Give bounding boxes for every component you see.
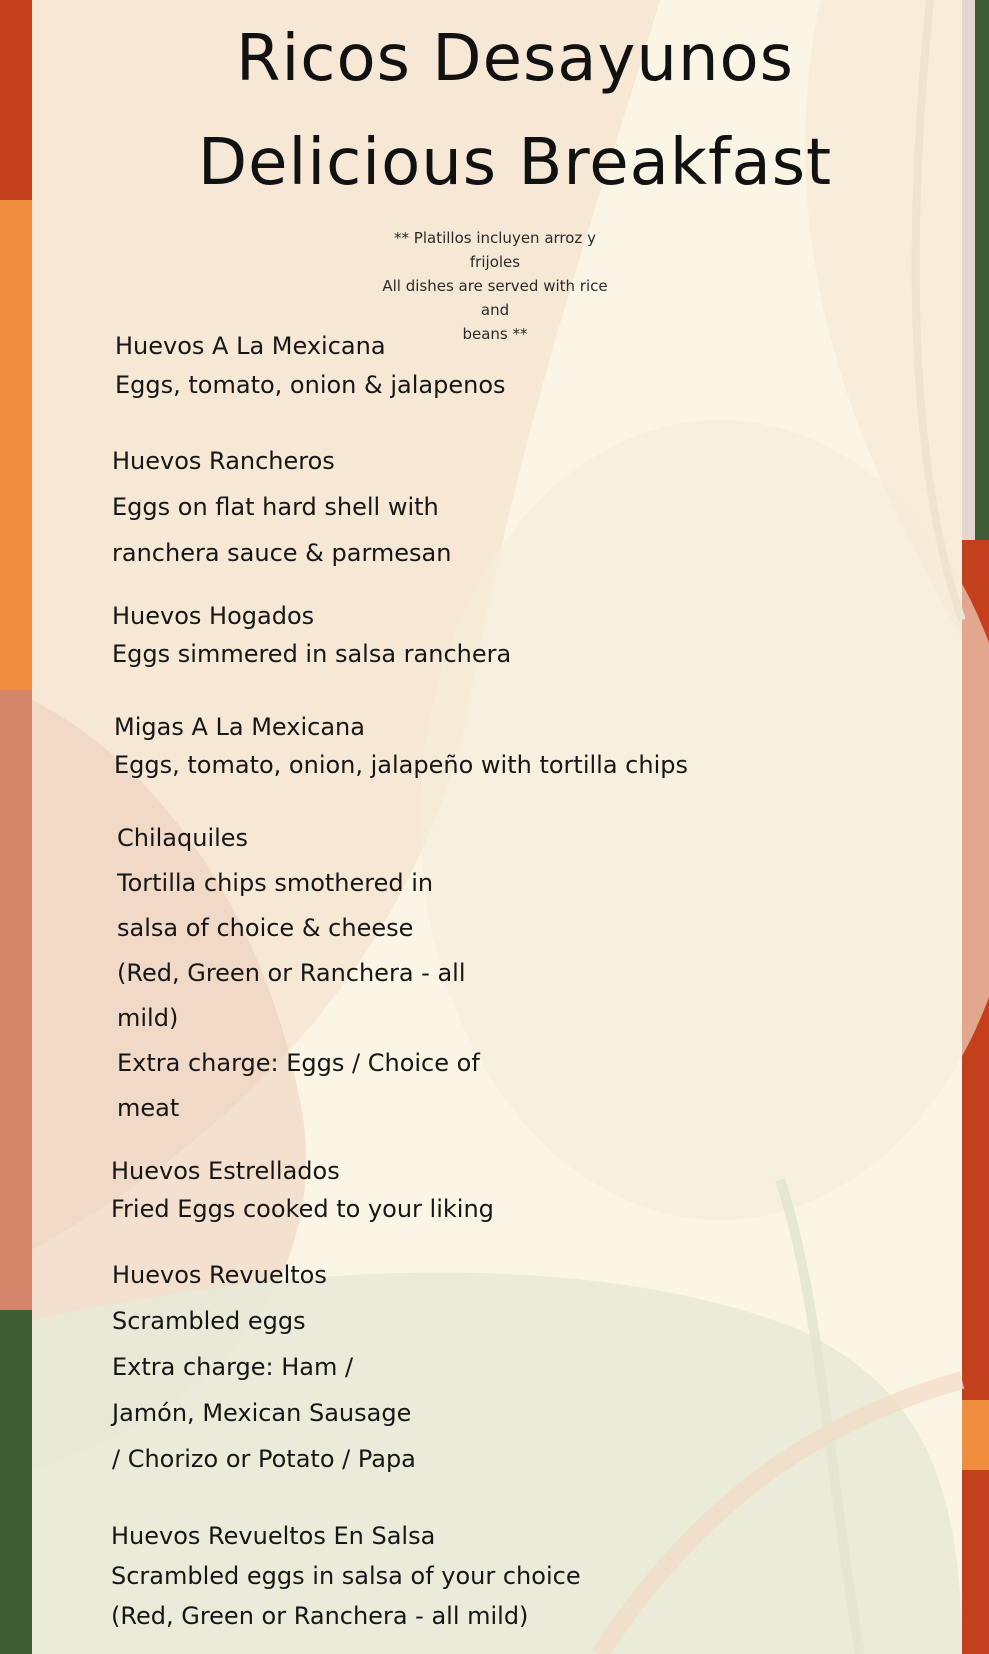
- menu-item-description: Eggs, tomato, onion & jalapenos: [115, 371, 506, 399]
- menu-item-name: Migas A La Mexicana: [114, 713, 365, 741]
- menu-item-description: (Red, Green or Ranchera - all: [117, 959, 466, 987]
- note-line: beans **: [462, 325, 528, 343]
- menu-item-huevos-a-la-mexicana: [115, 327, 506, 405]
- pale-circle: [420, 420, 989, 1220]
- menu-item-description: meat: [117, 1094, 180, 1122]
- menu-item-description: salsa of choice & cheese: [117, 914, 414, 942]
- menu-title-english: Delicious Breakfast: [197, 126, 833, 200]
- left-green-band: [0, 1310, 32, 1654]
- menu-item-name: Huevos Hogados: [112, 602, 315, 630]
- menu-item-description: Scrambled eggs in salsa of your choice: [111, 1562, 581, 1590]
- menu-item-description: mild): [117, 1004, 179, 1032]
- menu-item-description: Tortilla chips smothered in: [117, 869, 434, 897]
- menu-item-description: Eggs on flat hard shell with: [112, 493, 439, 521]
- note-line: All dishes are served with rice and: [382, 277, 608, 319]
- menu-item-description: Jamón, Mexican Sausage: [112, 1399, 412, 1427]
- menu-item-description: Scrambled eggs: [112, 1307, 306, 1335]
- menu-item-description: Eggs simmered in salsa ranchera: [112, 640, 512, 668]
- menu-item-description: / Chorizo or Potato / Papa: [112, 1445, 416, 1473]
- menu-item-migas-a-la-mexicana: [114, 708, 688, 784]
- right-orange-band: [962, 1400, 989, 1470]
- menu-item-name: Huevos A La Mexicana: [115, 332, 386, 360]
- menu-item-huevos-rancheros: [112, 438, 451, 576]
- menu-item-name: Huevos Revueltos: [112, 1261, 327, 1289]
- menu-item-name: Huevos Revueltos En Salsa: [111, 1522, 436, 1550]
- menu-item-description: Extra charge: Ham /: [112, 1353, 354, 1381]
- note-line: ** Platillos incluyen arroz y frijoles: [394, 229, 596, 271]
- menu-item-description: Fried Eggs cooked to your liking: [111, 1195, 494, 1223]
- menu-item-description: Eggs, tomato, onion, jalapeño with tortilla chips: [114, 751, 688, 779]
- menu-item-name: Huevos Estrellados: [111, 1157, 340, 1185]
- menu-title-spanish: Ricos Desayunos: [236, 22, 794, 96]
- menu-item-huevos-revueltos-en-salsa: [111, 1516, 581, 1636]
- left-orange-band: [0, 200, 32, 700]
- menu-item-description: ranchera sauce & parmesan: [112, 539, 452, 567]
- menu-item-huevos-hogados: [112, 597, 511, 673]
- menu-item-huevos-revueltos: [112, 1252, 416, 1482]
- left-terracotta-band: [0, 690, 32, 1330]
- menu-item-name: Chilaquiles: [117, 824, 249, 852]
- menu-item-description: Extra charge: Eggs / Choice of: [117, 1049, 480, 1077]
- right-red-band-2: [962, 1470, 989, 1654]
- menu-item-name: Huevos Rancheros: [112, 447, 335, 475]
- menu-item-description: (Red, Green or Ranchera - all mild): [111, 1602, 529, 1630]
- menu-item-huevos-estrellados: [111, 1152, 494, 1228]
- menu-item-chilaquiles: [117, 816, 480, 1131]
